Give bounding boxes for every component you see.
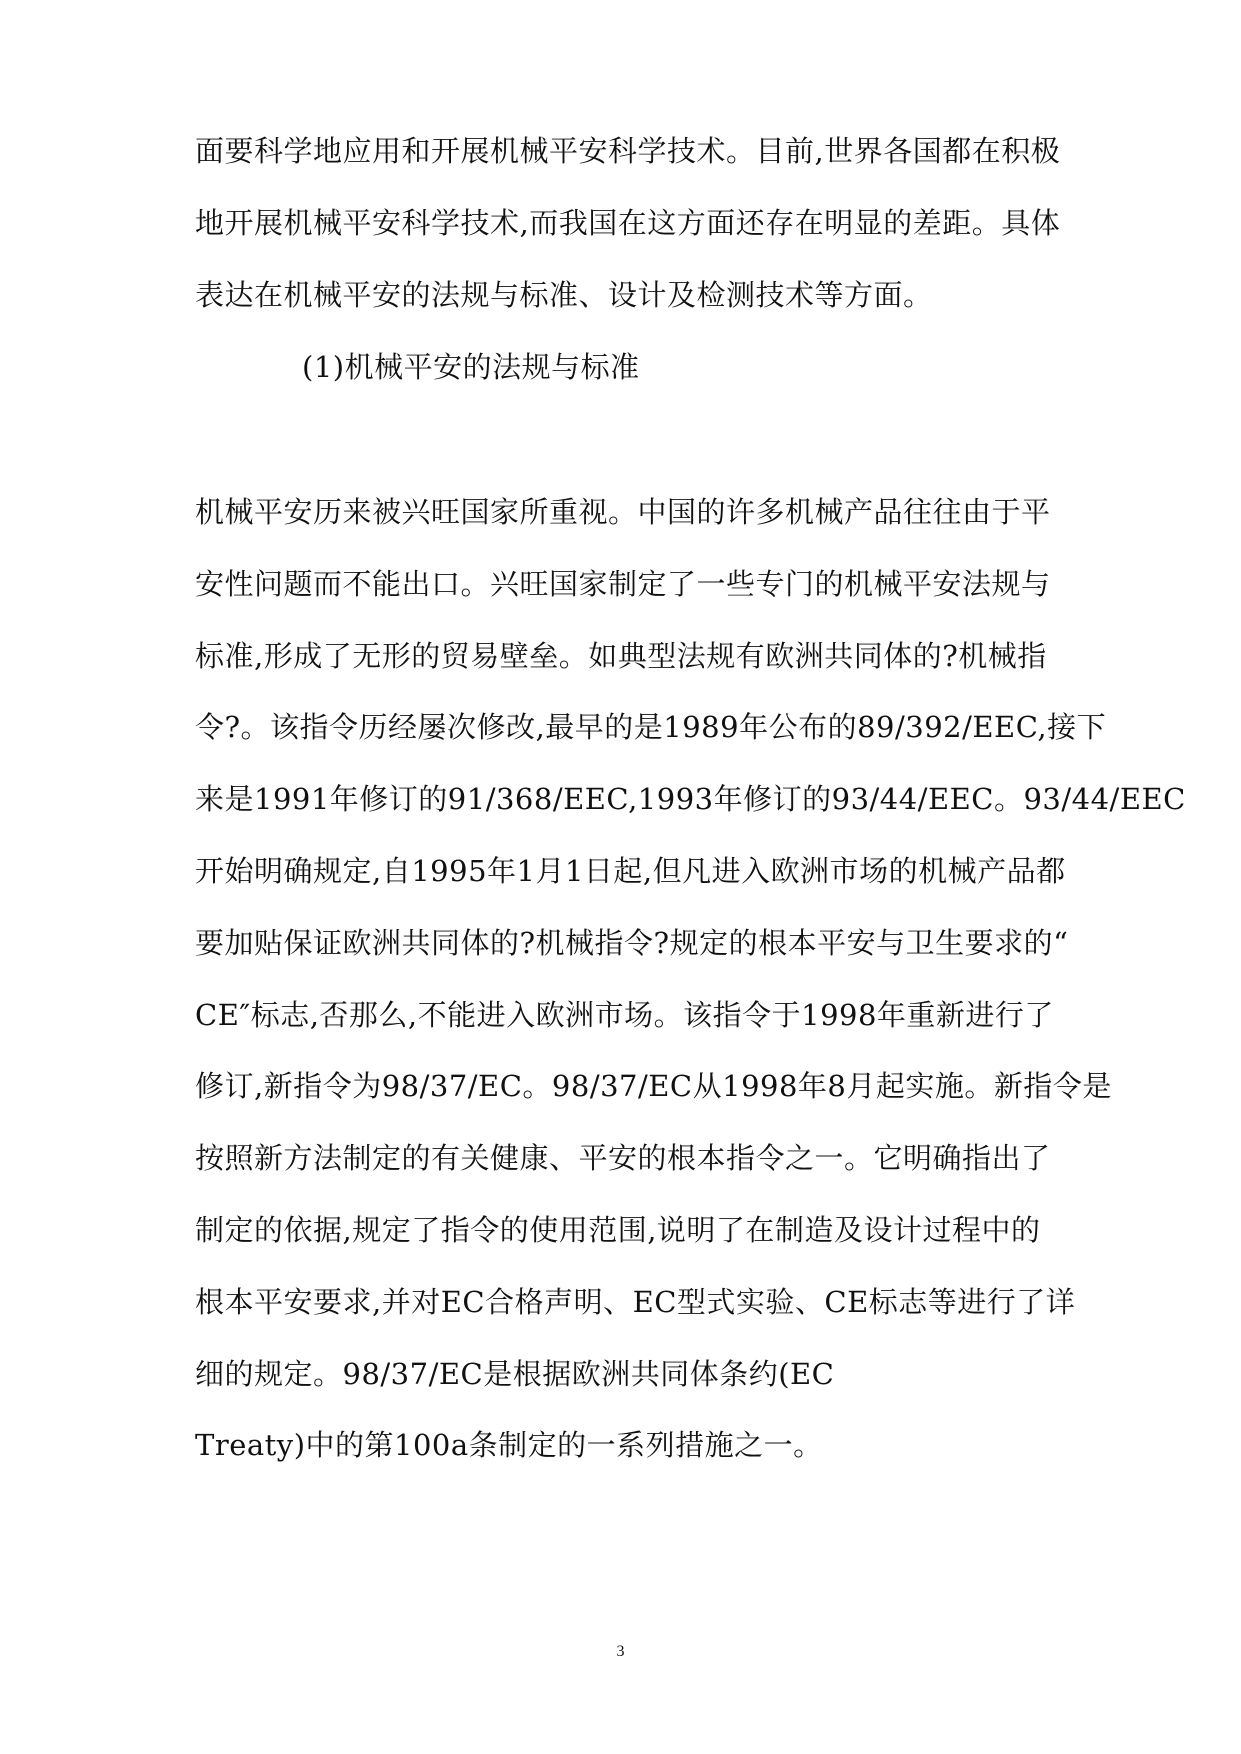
text-line: 面要科学地应用和开展机械平安科学技术。目前,世界各国都在积极 <box>195 134 1061 168</box>
text-line: 要加贴保证欧洲共同体的?机械指令?规定的根本平安与卫生要求的“ <box>195 926 1069 960</box>
text-line: 表达在机械平安的法规与标准、设计及检测技术等方面。 <box>195 278 933 312</box>
text-line: 按照新方法制定的有关健康、平安的根本指令之一。它明确指出了 <box>195 1141 1051 1175</box>
text-line: 开始明确规定,自1995年1月1日起,但凡进入欧洲市场的机械产品都 <box>195 854 1066 888</box>
text-line: Treaty)中的第100a条制定的一系列措施之一。 <box>195 1428 823 1462</box>
text-line: 机械平安历来被兴旺国家所重视。中国的许多机械产品往往由于平 <box>195 495 1051 529</box>
text-line: 令?。该指令历经屡次修改,最早的是1989年公布的89/392/EEC,接下 <box>195 710 1107 744</box>
page-number: 3 <box>616 1643 625 1660</box>
text-line: 标准,形成了无形的贸易壁垒。如典型法规有欧洲共同体的?机械指 <box>195 639 1047 673</box>
text-line: 安性问题而不能出口。兴旺国家制定了一些专门的机械平安法规与 <box>195 567 1051 601</box>
section-heading: (1)机械平安的法规与标准 <box>302 350 640 384</box>
text-line: 制定的依据,规定了指令的使用范围,说明了在制造及设计过程中的 <box>195 1213 1041 1247</box>
text-line: 来是1991年修订的91/368/EEC,1993年修订的93/44/EEC。93/44/EEC <box>195 782 1186 816</box>
text-line: 根本平安要求,并对EC合格声明、EC型式实验、CE标志等进行了详 <box>195 1285 1076 1319</box>
text-line: CE″标志,否那么,不能进入欧洲市场。该指令于1998年重新进行了 <box>195 998 1054 1032</box>
text-line: 地开展机械平安科学技术,而我国在这方面还存在明显的差距。具体 <box>195 206 1061 240</box>
text-line: 细的规定。98/37/EC是根据欧洲共同体条约(EC <box>195 1357 835 1391</box>
text-line: 修订,新指令为98/37/EC。98/37/EC从1998年8月起实施。新指令是 <box>195 1069 1112 1103</box>
